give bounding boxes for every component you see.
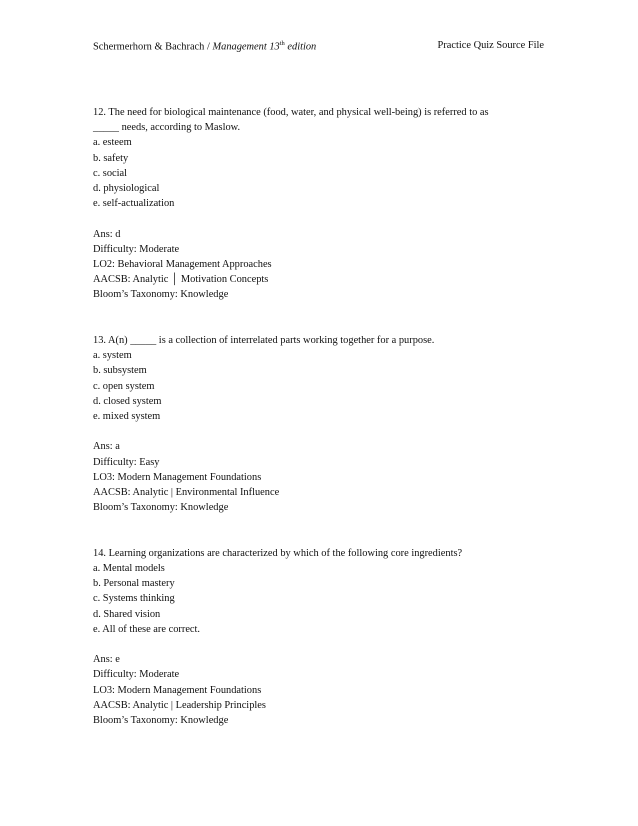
- bloom-taxonomy: Bloom’s Taxonomy: Knowledge: [93, 289, 229, 301]
- option: a. esteem: [93, 137, 132, 149]
- learning-objective: LO3: Modern Management Foundations: [93, 471, 262, 483]
- aacsb: AACSB: Analytic │ Motivation Concepts: [93, 274, 269, 286]
- answer: Ans: a: [93, 441, 120, 453]
- question-block: [93, 105, 558, 303]
- option: d. Shared vision: [93, 608, 161, 620]
- option: e. All of these are correct.: [93, 623, 201, 635]
- learning-objective: LO2: Behavioral Management Approaches: [93, 259, 272, 271]
- aacsb: AACSB: Analytic | Leadership Principles: [93, 699, 266, 711]
- difficulty: Difficulty: Easy: [93, 456, 160, 468]
- option: a. Mental models: [93, 563, 165, 575]
- question-stem: 13. A(n) _____ is a collection of interrelated parts working together for a purpose.: [93, 335, 435, 347]
- question-block: [93, 333, 558, 515]
- learning-objective: LO3: Modern Management Foundations: [93, 684, 262, 696]
- option: c. open system: [93, 380, 155, 392]
- option: b. Personal mastery: [93, 578, 175, 590]
- option: e. self-actualization: [93, 198, 175, 210]
- header-right: Practice Quiz Source File: [437, 40, 544, 51]
- answer: Ans: d: [93, 228, 121, 240]
- quiz-content: [93, 105, 558, 728]
- option: a. system: [93, 350, 132, 362]
- header-edition-sup: th: [279, 40, 285, 47]
- difficulty: Difficulty: Moderate: [93, 243, 180, 255]
- page-header: [93, 40, 544, 52]
- question-stem: 12. The need for biological maintenance (food, water, and physical well-being) is referred to as: [93, 107, 489, 118]
- option: b. safety: [93, 152, 129, 164]
- question-block: [93, 546, 558, 728]
- aacsb: AACSB: Analytic | Environmental Influence: [93, 487, 280, 499]
- header-book-title: Management 13: [212, 41, 280, 53]
- question-stem-cont: _____ needs, according to Maslow.: [93, 122, 241, 134]
- difficulty: Difficulty: Moderate: [93, 669, 180, 681]
- option: b. subsystem: [93, 365, 147, 377]
- option: d. closed system: [93, 395, 162, 407]
- header-authors: Schermerhorn & Bachrach /: [93, 41, 210, 53]
- header-left: [93, 40, 316, 52]
- option: d. physiological: [93, 183, 160, 195]
- bloom-taxonomy: Bloom’s Taxonomy: Knowledge: [93, 715, 229, 727]
- question-stem: 14. Learning organizations are characterized by which of the following core ingredients?: [93, 547, 463, 559]
- bloom-taxonomy: Bloom’s Taxonomy: Knowledge: [93, 502, 229, 514]
- option: c. social: [93, 167, 128, 179]
- header-edition: edition: [287, 41, 317, 53]
- option: e. mixed system: [93, 411, 161, 423]
- answer: Ans: e: [93, 654, 120, 666]
- option: c. Systems thinking: [93, 593, 175, 605]
